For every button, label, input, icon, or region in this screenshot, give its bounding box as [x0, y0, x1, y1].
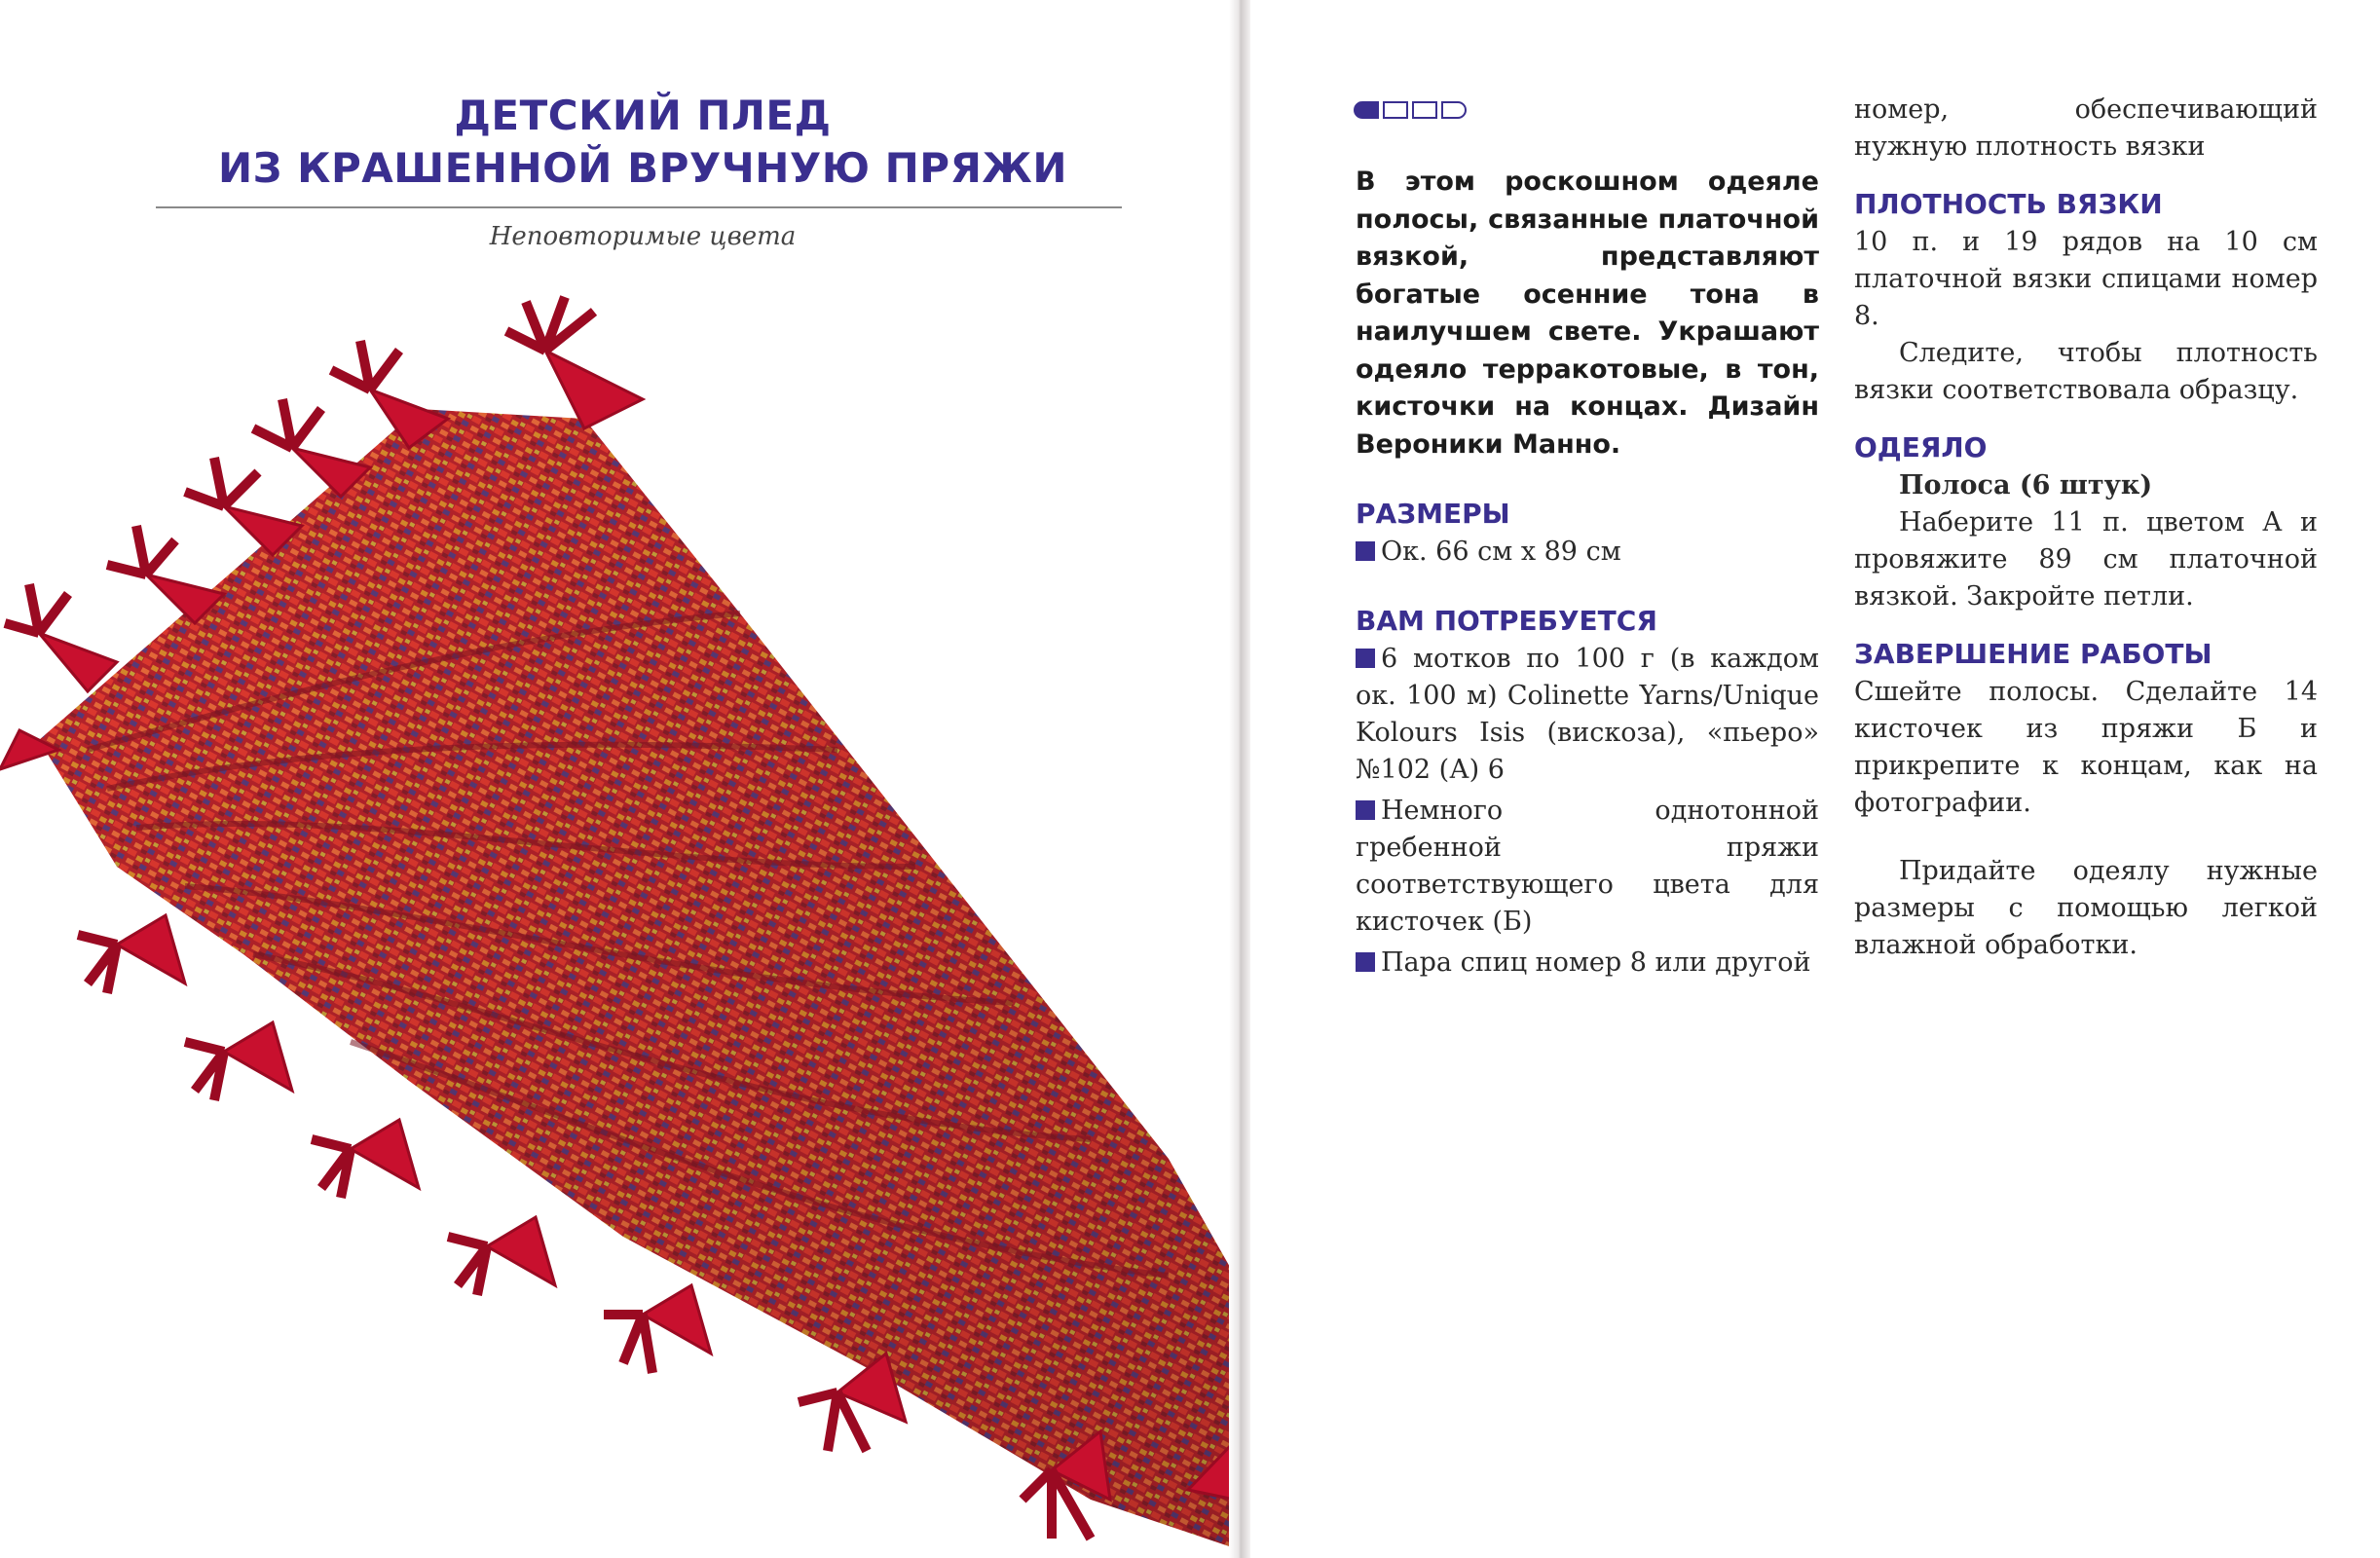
knitted-blanket-photo	[0, 282, 1239, 1558]
finishing-note: Придайте одеялу нужные размеры с помощью легкой влажной обработки.	[1854, 856, 2318, 960]
square-bullet-icon	[1356, 800, 1375, 820]
page-subtitle: Неповторимые цвета	[489, 222, 797, 251]
blanket-subheading: Полоса (6 штук)	[1899, 470, 2153, 501]
title-rule	[156, 206, 1122, 208]
sizes-heading: РАЗМЕРЫ	[1356, 498, 1510, 530]
blanket-text: Наберите 11 п. цветом А и провяжите 89 см платочной вязкой. Закройте петли.	[1854, 507, 2318, 612]
page-gutter	[1229, 0, 1250, 1558]
gauge-note: Следите, чтобы плотность вязки соответствовала образцу.	[1854, 338, 2318, 405]
sizes-item: Ок. 66 см х 89 см	[1356, 534, 1819, 571]
square-bullet-icon	[1356, 649, 1375, 668]
materials-item: Немного однотонной гребенной пряжи соответствующего цвета для кисточек (Б)	[1356, 796, 1819, 937]
materials-item: 6 мотков по 100 г (в каждом ок. 100 м) Colinette Yarns/Unique Kolours Isis (вискоза), «пьеро» №102 (А) 6	[1356, 644, 1819, 785]
materials-continuation: номер, обеспечивающий нужную плотность вязки	[1854, 94, 2318, 162]
tassel-icon	[506, 297, 643, 428]
materials-item: Пара спиц номер 8 или другой	[1356, 945, 1819, 982]
gauge-heading: ПЛОТНОСТЬ ВЯЗКИ	[1854, 188, 2163, 220]
finishing-text: Сшейте полосы. Сделайте 14 кисточек из пряжи Б и прикрепите к концам, как на фотографии.	[1854, 677, 2318, 818]
text-column-1	[1356, 92, 1819, 982]
text-column-2	[1854, 92, 2318, 964]
gauge-text: 10 п. и 19 рядов на 10 см платочной вязки спицами номер 8.	[1854, 227, 2318, 331]
blanket-heading: ОДЕЯЛО	[1854, 431, 1988, 464]
square-bullet-icon	[1356, 541, 1375, 561]
materials-heading: ВАМ ПОТРЕБУЕТСЯ	[1356, 605, 1657, 637]
intro-paragraph: В этом роскошном одеяле полосы, связанные платочной вязкой, представляют богатые осенние тона в наилучшем свете. Украшают одеяло терракотовые, в тон, кисточки на концах. Дизайн Вероники Манно.	[1356, 167, 1819, 460]
title-line-2: ИЗ КРАШЕННОЙ ВРУЧНУЮ ПРЯЖИ	[218, 144, 1067, 192]
finishing-heading: ЗАВЕРШЕНИЕ РАБОТЫ	[1854, 638, 2213, 670]
title-line-1: ДЕТСКИЙ ПЛЕД	[454, 92, 832, 139]
square-bullet-icon	[1356, 952, 1375, 972]
page-title	[156, 90, 1130, 195]
